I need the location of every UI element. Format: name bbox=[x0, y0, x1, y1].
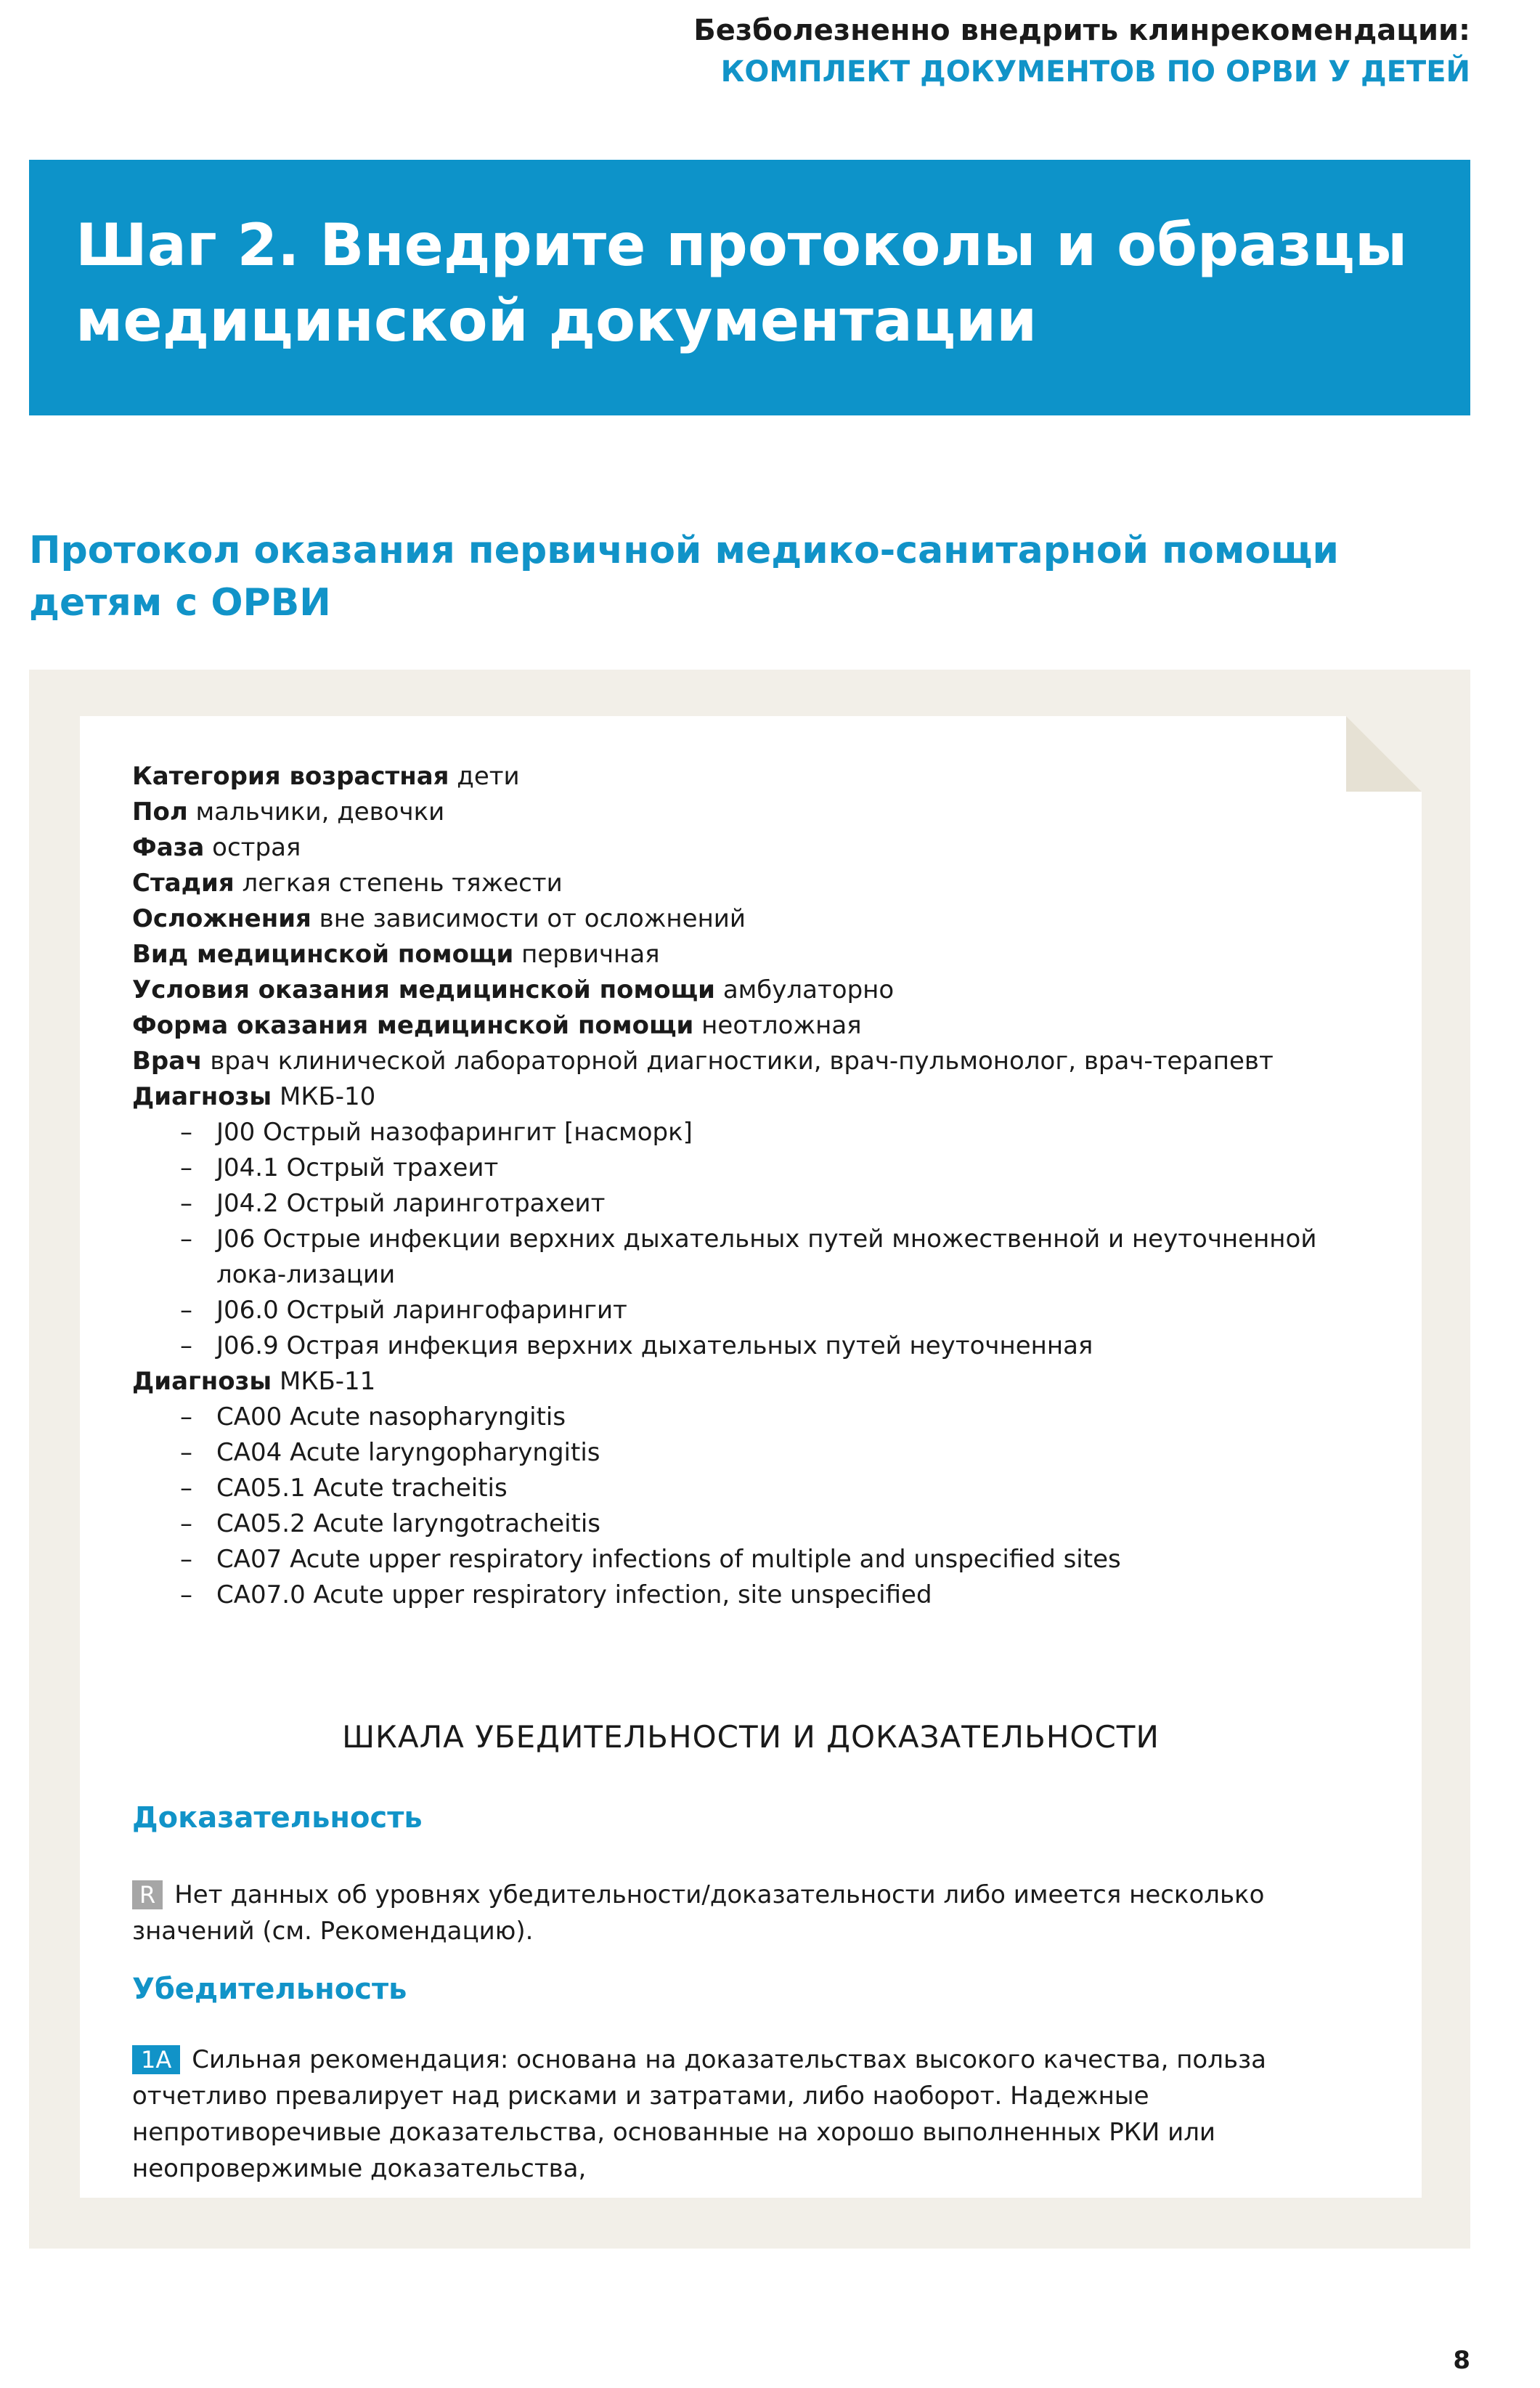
list-item bbox=[132, 1150, 1381, 1186]
field-label: Пол bbox=[132, 797, 188, 827]
field-label: Диагнозы bbox=[132, 1082, 272, 1111]
field-value: врач клинической лабораторной диагностики, врач-пульмонолог, врач-терапевт bbox=[202, 1047, 1274, 1076]
protocol-heading: Протокол оказания первичной медико-санитарной помощи детям с ОРВИ bbox=[29, 529, 1339, 625]
diagnosis-text: CA00 Acute nasopharyngitis bbox=[216, 1402, 566, 1431]
list-item bbox=[132, 1435, 1381, 1471]
field-value: мальчики, девочки bbox=[187, 797, 445, 827]
running-header-title: Безболезненно внедрить клинрекомендации: bbox=[693, 14, 1470, 47]
recommendation-grade-badge: 1A bbox=[132, 2045, 180, 2074]
field-value: вне зависимости от осложнений bbox=[311, 904, 746, 933]
diagnosis-text: CA05.1 Acute tracheitis bbox=[216, 1474, 508, 1503]
field-phase bbox=[132, 830, 1381, 866]
scale-title: ШКАЛА УБЕДИТЕЛЬНОСТИ И ДОКАЗАТЕЛЬНОСТИ bbox=[342, 1719, 1160, 1755]
field-value: первичная bbox=[513, 940, 660, 969]
list-item bbox=[132, 1328, 1381, 1364]
page-number: 8 bbox=[1453, 2346, 1470, 2375]
list-item bbox=[132, 1506, 1381, 1542]
field-value: амбулаторно bbox=[715, 975, 895, 1004]
field-label: Вид медицинской помощи bbox=[132, 940, 514, 969]
field-sex bbox=[132, 795, 1381, 830]
diagnosis-text: J00 Острый назофарингит [насморк] bbox=[216, 1118, 693, 1147]
list-dash: – bbox=[180, 1225, 192, 1254]
persuasiveness-paragraph bbox=[132, 2042, 1381, 2187]
diagnosis-text: CA07.0 Acute upper respiratory infection, site unspecified bbox=[216, 1580, 932, 1609]
field-value: легкая степень тяжести bbox=[234, 869, 563, 898]
field-complications bbox=[132, 901, 1381, 937]
diagnosis-text: CA07 Acute upper respiratory infections of multiple and unspecified sites bbox=[216, 1545, 1121, 1574]
list-dash: – bbox=[180, 1189, 192, 1218]
protocol-details bbox=[132, 759, 1381, 1613]
field-stage bbox=[132, 866, 1381, 901]
field-label: Категория возрастная bbox=[132, 762, 449, 791]
list-item bbox=[132, 1293, 1381, 1328]
running-header-subtitle: КОМПЛЕКТ ДОКУМЕНТОВ ПО ОРВИ У ДЕТЕЙ bbox=[720, 55, 1470, 89]
field-label: Диагнозы bbox=[132, 1367, 272, 1396]
diagnosis-text: J04.2 Острый ларинготрахеит bbox=[216, 1189, 606, 1218]
list-dash: – bbox=[180, 1296, 192, 1325]
list-item bbox=[132, 1471, 1381, 1506]
list-item bbox=[132, 1222, 1381, 1293]
evidence-text: Нет данных об уровнях убедительности/доказательности либо имеется несколько значений (см. Рекомендацию). bbox=[132, 1880, 1265, 1946]
field-value: дети bbox=[449, 762, 520, 791]
list-dash: – bbox=[180, 1545, 192, 1574]
field-care-conditions bbox=[132, 972, 1381, 1008]
field-value: неотложная bbox=[693, 1011, 862, 1040]
step-title: Шаг 2. Внедрите протоколы и образцы медицинской документации bbox=[76, 211, 1408, 354]
diagnosis-text: J06.0 Острый ларингофарингит bbox=[216, 1296, 627, 1325]
list-dash: – bbox=[180, 1474, 192, 1503]
diagnosis-text: J04.1 Острый трахеит bbox=[216, 1153, 499, 1182]
persuasiveness-text: Сильная рекомендация: основана на доказательствах высокого качества, польза отчетливо превалирует над рисками и затратами, либо наоборот. Надежные непротиворечивые доказательства, основанные на хорошо выполненных РКИ или неопровержимые доказательства, bbox=[132, 2045, 1266, 2183]
evidence-paragraph bbox=[132, 1877, 1381, 1949]
field-label: Осложнения bbox=[132, 904, 311, 933]
list-dash: – bbox=[180, 1118, 192, 1147]
diagnosis-text: CA05.2 Acute laryngotracheitis bbox=[216, 1509, 601, 1538]
field-care-type bbox=[132, 937, 1381, 972]
list-item bbox=[132, 1577, 1381, 1613]
persuasiveness-heading: Убедительность bbox=[132, 1973, 407, 2006]
list-item bbox=[132, 1186, 1381, 1222]
field-label: Врач bbox=[132, 1047, 203, 1076]
list-dash: – bbox=[180, 1509, 192, 1538]
list-dash: – bbox=[180, 1438, 192, 1467]
field-age-category bbox=[132, 759, 1381, 795]
evidence-level-badge: R bbox=[132, 1880, 163, 1909]
list-dash: – bbox=[180, 1402, 192, 1431]
list-item bbox=[132, 1115, 1381, 1150]
field-value: МКБ-11 bbox=[272, 1367, 376, 1396]
list-item bbox=[132, 1400, 1381, 1435]
list-dash: – bbox=[180, 1580, 192, 1609]
field-value: острая bbox=[204, 833, 301, 862]
field-label: Фаза bbox=[132, 833, 205, 862]
list-dash: – bbox=[180, 1331, 192, 1360]
field-doctor bbox=[132, 1044, 1381, 1079]
evidence-heading: Доказательность bbox=[132, 1801, 423, 1835]
diagnosis-text: CA04 Acute laryngopharyngitis bbox=[216, 1438, 600, 1467]
field-label: Стадия bbox=[132, 869, 235, 898]
field-label: Условия оказания медицинской помощи bbox=[132, 975, 716, 1004]
running-header bbox=[693, 10, 1470, 93]
field-label: Форма оказания медицинской помощи bbox=[132, 1011, 694, 1040]
list-item bbox=[132, 1542, 1381, 1577]
diagnosis-text: J06.9 Острая инфекция верхних дыхательных путей неуточненная bbox=[216, 1331, 1093, 1360]
field-care-form bbox=[132, 1008, 1381, 1044]
diagnoses-icd11-heading bbox=[132, 1364, 1381, 1400]
diagnoses-icd10-heading bbox=[132, 1079, 1381, 1115]
diagnosis-text: J06 Острые инфекции верхних дыхательных путей множественной и неуточненной лока-лизации bbox=[216, 1225, 1317, 1289]
step-banner bbox=[29, 160, 1470, 415]
field-value: МКБ-10 bbox=[272, 1082, 376, 1111]
list-dash: – bbox=[180, 1153, 192, 1182]
